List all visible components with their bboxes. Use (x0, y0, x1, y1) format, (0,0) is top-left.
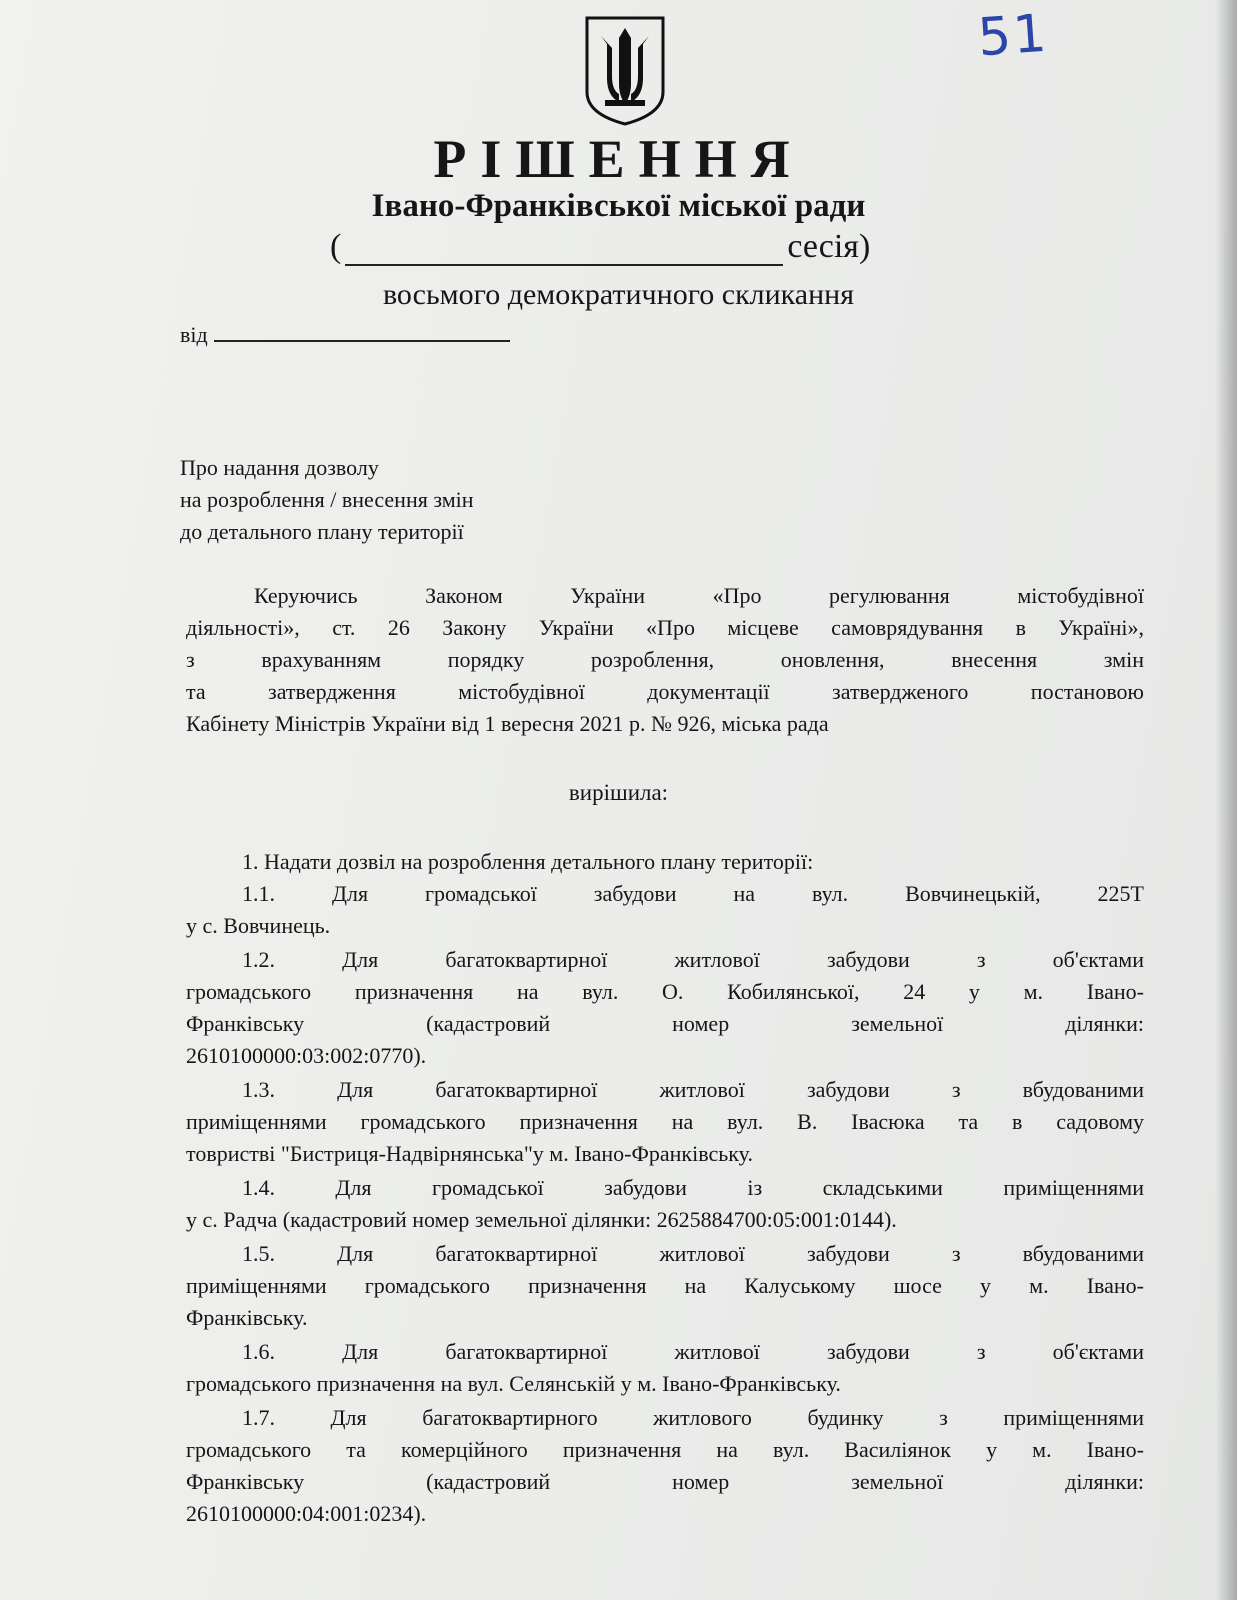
item-line: приміщеннями громадського призначення на Калуському шосе у м. Івано- (186, 1273, 1144, 1298)
item-line: громадського призначення на вул. О. Кобилянської, 24 у м. Івано- (186, 979, 1144, 1004)
date-label: від (180, 322, 208, 347)
item-line: 2610100000:03:002:0770). (186, 1043, 427, 1068)
item-line: приміщеннями громадського призначення на вул. В. Івасюка та в садовому (186, 1109, 1144, 1134)
item-line: Франківську. (186, 1305, 308, 1330)
item-line: 1.1. Для громадської забудови на вул. Вовчинецькій, 225Т (242, 881, 1144, 906)
preamble-line: діяльності», ст. 26 Закону України «Про місцеве самоврядування в Україні», (186, 615, 1144, 640)
item-1-5 (186, 1238, 1144, 1334)
item-line: 1.6. Для багатоквартирної житлової забудови з об'єктами (242, 1339, 1144, 1364)
item-line: 1.5. Для багатоквартирної житлової забудови з вбудованими (242, 1241, 1144, 1266)
council-name: Івано-Франківської міської ради (371, 188, 866, 224)
item-line: товристві "Бистриця-Надвірнянська"у м. Івано-Франківську. (186, 1141, 753, 1166)
subject-line: до детального плану території (180, 519, 464, 544)
item-line: у с. Вовчинець. (186, 913, 331, 938)
item-1-1 (186, 878, 1144, 942)
handwritten-page-number: 51 (975, 3, 1051, 69)
session-line (330, 228, 870, 266)
page-edge-shadow (1215, 0, 1237, 1600)
session-number-field (345, 234, 783, 266)
item-line: 2610100000:04:001:0234). (186, 1501, 427, 1526)
session-open-paren: ( (330, 228, 342, 265)
item-line: 1.3. Для багатоквартирної житлової забудови з вбудованими (242, 1077, 1144, 1102)
subject-line: на розроблення / внесення змін (180, 487, 474, 512)
subject-block (180, 452, 474, 548)
item-1-2 (186, 944, 1144, 1072)
item-line: громадського та комерційного призначення на вул. Василіянок у м. Івано- (186, 1437, 1144, 1462)
item-line: громадського призначення на вул. Селянській у м. Івано-Франківську. (186, 1371, 841, 1396)
item-line: у с. Радча (кадастровий номер земельної ділянки: 2625884700:05:001:0144). (186, 1207, 897, 1232)
subject-line: Про надання дозволу (180, 455, 379, 480)
convocation: восьмого демократичного скликання (382, 278, 855, 311)
item-1-3 (186, 1074, 1144, 1170)
item-line: 1.4. Для громадської забудови із складськими приміщеннями (242, 1175, 1144, 1200)
preamble-line: з врахуванням порядку розроблення, оновлення, внесення змін (186, 647, 1144, 672)
document-title: РІШЕННЯ (433, 129, 804, 189)
item-line: Франківську (кадастровий номер земельної ділянки: (186, 1011, 1144, 1036)
item-line: 1.7. Для багатоквартирного житлового будинку з приміщеннями (242, 1405, 1144, 1430)
preamble-line: та затвердження містобудівної документації затвердженого постановою (186, 679, 1144, 704)
item-line: 1.2. Для багатоквартирної житлової забудови з об'єктами (242, 947, 1144, 972)
decided-heading: вирішила: (568, 780, 669, 805)
item-1-7 (186, 1402, 1144, 1530)
item-1-4 (186, 1172, 1144, 1236)
date-field (214, 322, 510, 342)
preamble-line: Кабінету Міністрів України від 1 вересня 2021 р. № 926, міська рада (186, 711, 829, 736)
item-1 (186, 846, 1144, 878)
item-1-6 (186, 1336, 1144, 1400)
item-line: Франківську (кадастровий номер земельної ділянки: (186, 1469, 1144, 1494)
date-line (180, 322, 510, 348)
preamble-line: Керуючись Законом України «Про регулювання містобудівної (254, 583, 1144, 608)
session-label: сесія) (787, 228, 871, 265)
trident-emblem-icon (583, 14, 667, 126)
item-line: 1. Надати дозвіл на розроблення детального плану території: (242, 849, 814, 874)
preamble (186, 580, 1144, 740)
